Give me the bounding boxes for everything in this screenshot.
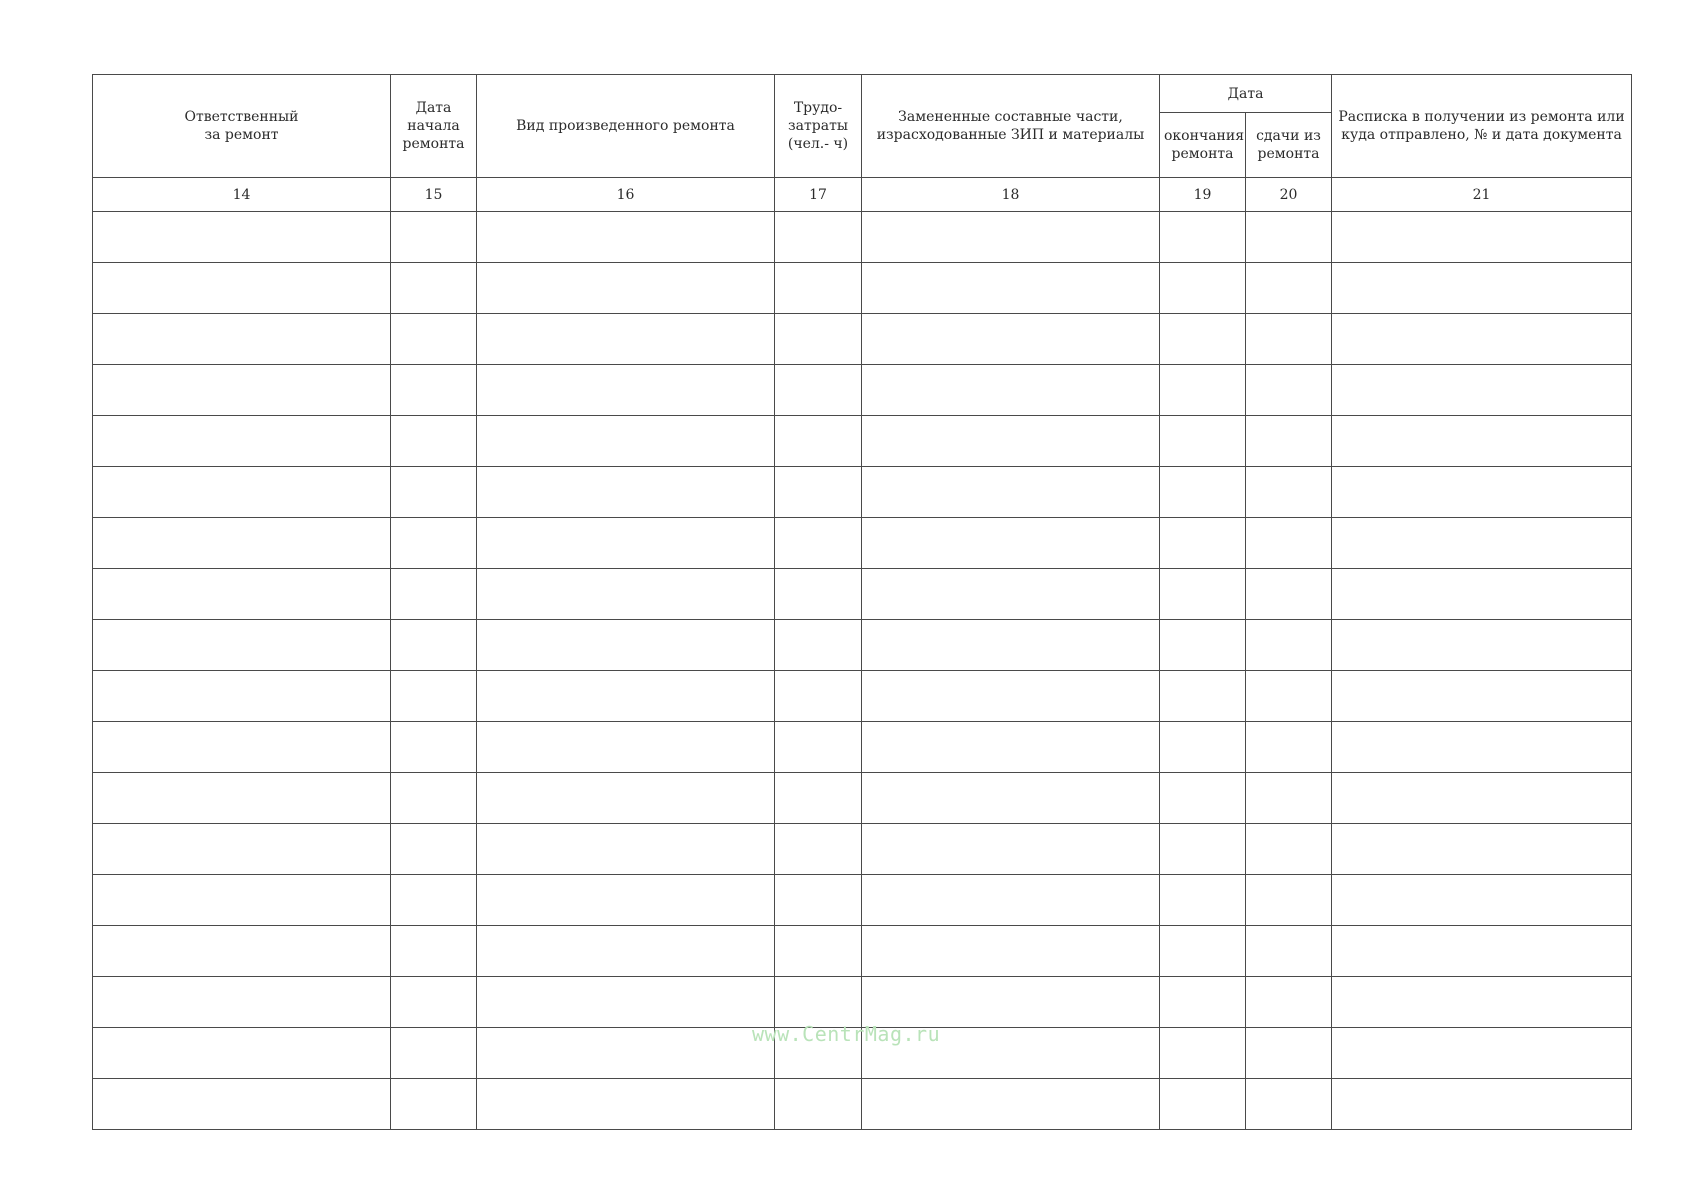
table-cell[interactable] — [1332, 773, 1632, 824]
table-cell[interactable] — [775, 620, 862, 671]
table-cell[interactable] — [775, 518, 862, 569]
table-cell[interactable] — [1246, 824, 1332, 875]
table-row — [93, 467, 1632, 518]
table-cell[interactable] — [93, 263, 391, 314]
table-cell[interactable] — [1160, 620, 1246, 671]
column-number: 18 — [862, 178, 1160, 212]
table-cell[interactable] — [93, 416, 391, 467]
table-cell[interactable] — [1332, 977, 1632, 1028]
table-cell[interactable] — [1160, 212, 1246, 263]
table-cell[interactable] — [391, 314, 477, 365]
table-cell[interactable] — [1160, 467, 1246, 518]
table-cell[interactable] — [1332, 314, 1632, 365]
table-cell[interactable] — [1160, 518, 1246, 569]
table-cell[interactable] — [477, 620, 775, 671]
header-date-group: Дата — [1160, 75, 1332, 113]
table-cell[interactable] — [1160, 1079, 1246, 1130]
header-start-date: Дата начала ремонта — [391, 75, 477, 178]
table-cell[interactable] — [1160, 263, 1246, 314]
table-cell[interactable] — [391, 518, 477, 569]
table-cell[interactable] — [1160, 365, 1246, 416]
table-row — [93, 926, 1632, 977]
column-number: 19 — [1160, 178, 1246, 212]
table-cell[interactable] — [93, 569, 391, 620]
table-cell[interactable] — [93, 620, 391, 671]
table-cell[interactable] — [477, 926, 775, 977]
table-cell[interactable] — [1160, 671, 1246, 722]
table-cell[interactable] — [1246, 926, 1332, 977]
table-cell[interactable] — [862, 365, 1160, 416]
table-cell[interactable] — [477, 365, 775, 416]
table-cell[interactable] — [862, 977, 1160, 1028]
table-cell[interactable] — [1246, 569, 1332, 620]
table-row — [93, 722, 1632, 773]
table-cell[interactable] — [1332, 620, 1632, 671]
table-cell[interactable] — [1246, 773, 1332, 824]
table-cell[interactable] — [1160, 824, 1246, 875]
table-cell[interactable] — [477, 212, 775, 263]
table-cell[interactable] — [862, 824, 1160, 875]
table-row — [93, 314, 1632, 365]
table-cell[interactable] — [1246, 467, 1332, 518]
header-replaced-parts: Замененные составные части, израсходованные ЗИП и материалы — [862, 75, 1160, 178]
table-cell[interactable] — [1246, 314, 1332, 365]
table-cell[interactable] — [775, 1079, 862, 1130]
table-cell[interactable] — [775, 365, 862, 416]
table-cell[interactable] — [93, 977, 391, 1028]
table-body — [93, 212, 1632, 1130]
table-cell[interactable] — [391, 824, 477, 875]
table-cell[interactable] — [477, 773, 775, 824]
table-row — [93, 620, 1632, 671]
table-cell[interactable] — [391, 875, 477, 926]
table-cell[interactable] — [775, 467, 862, 518]
repair-log-sheet — [92, 74, 1631, 1133]
table-cell[interactable] — [775, 824, 862, 875]
table-cell[interactable] — [1332, 926, 1632, 977]
repair-log-table — [92, 74, 1632, 1130]
table-cell[interactable] — [477, 569, 775, 620]
table-row — [93, 263, 1632, 314]
table-cell[interactable] — [775, 263, 862, 314]
table-cell[interactable] — [1332, 263, 1632, 314]
table-cell[interactable] — [477, 263, 775, 314]
table-cell[interactable] — [1246, 977, 1332, 1028]
table-cell[interactable] — [775, 314, 862, 365]
table-cell[interactable] — [391, 1028, 477, 1079]
table-row — [93, 416, 1632, 467]
table-cell[interactable] — [862, 314, 1160, 365]
table-cell[interactable] — [1160, 773, 1246, 824]
table-cell[interactable] — [1246, 365, 1332, 416]
header-delivery-date: сдачи из ремонта — [1246, 113, 1332, 178]
table-cell[interactable] — [93, 824, 391, 875]
table-cell[interactable] — [775, 773, 862, 824]
table-cell[interactable] — [93, 926, 391, 977]
table-cell[interactable] — [1332, 671, 1632, 722]
table-cell[interactable] — [391, 569, 477, 620]
table-cell[interactable] — [477, 875, 775, 926]
table-row — [93, 365, 1632, 416]
table-cell[interactable] — [775, 569, 862, 620]
table-cell[interactable] — [775, 212, 862, 263]
table-cell[interactable] — [477, 1079, 775, 1130]
column-number: 15 — [391, 178, 477, 212]
header-responsible: Ответственный за ремонт — [93, 75, 391, 178]
table-cell[interactable] — [775, 977, 862, 1028]
table-cell[interactable] — [391, 365, 477, 416]
table-cell[interactable] — [1332, 569, 1632, 620]
table-cell[interactable] — [1246, 620, 1332, 671]
table-cell[interactable] — [775, 926, 862, 977]
table-cell[interactable] — [1332, 1079, 1632, 1130]
table-cell[interactable] — [1246, 671, 1332, 722]
table-cell[interactable] — [1332, 824, 1632, 875]
table-cell[interactable] — [477, 1028, 775, 1079]
table-cell[interactable] — [93, 722, 391, 773]
header-labor: Трудо- затраты (чел.- ч) — [775, 75, 862, 178]
table-cell[interactable] — [862, 569, 1160, 620]
table-cell[interactable] — [93, 1028, 391, 1079]
table-cell[interactable] — [477, 416, 775, 467]
table-cell[interactable] — [391, 1079, 477, 1130]
table-cell[interactable] — [862, 926, 1160, 977]
table-cell[interactable] — [477, 314, 775, 365]
table-cell[interactable] — [1160, 569, 1246, 620]
table-cell[interactable] — [391, 620, 477, 671]
table-cell[interactable] — [1246, 518, 1332, 569]
table-cell[interactable] — [1160, 1028, 1246, 1079]
table-cell[interactable] — [391, 212, 477, 263]
table-cell[interactable] — [1160, 926, 1246, 977]
table-cell[interactable] — [391, 977, 477, 1028]
table-cell[interactable] — [477, 467, 775, 518]
table-cell[interactable] — [775, 875, 862, 926]
table-cell[interactable] — [1246, 416, 1332, 467]
table-cell[interactable] — [93, 314, 391, 365]
table-cell[interactable] — [1246, 212, 1332, 263]
table-row — [93, 518, 1632, 569]
column-number: 17 — [775, 178, 862, 212]
table-cell[interactable] — [862, 416, 1160, 467]
table-cell[interactable] — [477, 722, 775, 773]
table-cell[interactable] — [862, 722, 1160, 773]
table-cell[interactable] — [775, 671, 862, 722]
table-cell[interactable] — [391, 722, 477, 773]
table-cell[interactable] — [477, 977, 775, 1028]
table-cell[interactable] — [1246, 875, 1332, 926]
column-number: 14 — [93, 178, 391, 212]
table-cell[interactable] — [1332, 467, 1632, 518]
header-end-date: окончания ремонта — [1160, 113, 1246, 178]
table-cell[interactable] — [862, 263, 1160, 314]
column-number: 21 — [1332, 178, 1632, 212]
table-cell[interactable] — [1160, 722, 1246, 773]
table-cell[interactable] — [93, 1079, 391, 1130]
table-cell[interactable] — [775, 722, 862, 773]
table-row — [93, 1079, 1632, 1130]
table-cell[interactable] — [1160, 416, 1246, 467]
table-cell[interactable] — [93, 518, 391, 569]
table-cell[interactable] — [775, 416, 862, 467]
table-cell[interactable] — [1160, 875, 1246, 926]
table-cell[interactable] — [93, 671, 391, 722]
column-number: 20 — [1246, 178, 1332, 212]
table-cell[interactable] — [1332, 518, 1632, 569]
table-cell[interactable] — [93, 212, 391, 263]
table-cell[interactable] — [477, 518, 775, 569]
table-cell[interactable] — [391, 926, 477, 977]
table-cell[interactable] — [1246, 1028, 1332, 1079]
table-cell[interactable] — [93, 875, 391, 926]
table-cell[interactable] — [1332, 875, 1632, 926]
table-row — [93, 212, 1632, 263]
table-cell[interactable] — [1332, 212, 1632, 263]
table-cell[interactable] — [93, 467, 391, 518]
table-cell[interactable] — [862, 518, 1160, 569]
table-cell[interactable] — [1332, 365, 1632, 416]
table-cell[interactable] — [477, 671, 775, 722]
header-repair-type: Вид произведенного ремонта — [477, 75, 775, 178]
table-row — [93, 671, 1632, 722]
table-cell[interactable] — [391, 467, 477, 518]
table-cell[interactable] — [862, 212, 1160, 263]
header-receipt: Расписка в получении из ремонта или куда отправлено, № и дата документа — [1332, 75, 1632, 178]
table-cell[interactable] — [1160, 977, 1246, 1028]
table-cell[interactable] — [1246, 722, 1332, 773]
watermark-text: www.CentrMag.ru — [752, 1022, 941, 1046]
table-cell[interactable] — [1160, 314, 1246, 365]
table-header — [93, 75, 1632, 212]
table-cell[interactable] — [477, 824, 775, 875]
table-cell[interactable] — [862, 467, 1160, 518]
table-cell[interactable] — [1332, 722, 1632, 773]
table-cell[interactable] — [862, 773, 1160, 824]
table-row — [93, 569, 1632, 620]
table-cell[interactable] — [1332, 1028, 1632, 1079]
table-cell[interactable] — [862, 671, 1160, 722]
column-number-row — [93, 178, 1632, 212]
table-cell[interactable] — [1332, 416, 1632, 467]
table-cell[interactable] — [862, 620, 1160, 671]
table-cell[interactable] — [93, 773, 391, 824]
table-cell[interactable] — [391, 263, 477, 314]
table-cell[interactable] — [1246, 263, 1332, 314]
table-cell[interactable] — [862, 1079, 1160, 1130]
table-row — [93, 824, 1632, 875]
table-cell[interactable] — [391, 671, 477, 722]
table-row — [93, 773, 1632, 824]
table-row — [93, 977, 1632, 1028]
table-cell[interactable] — [1246, 1079, 1332, 1130]
table-cell[interactable] — [93, 365, 391, 416]
table-cell[interactable] — [391, 416, 477, 467]
table-row — [93, 875, 1632, 926]
table-cell[interactable] — [391, 773, 477, 824]
column-number: 16 — [477, 178, 775, 212]
table-cell[interactable] — [862, 875, 1160, 926]
